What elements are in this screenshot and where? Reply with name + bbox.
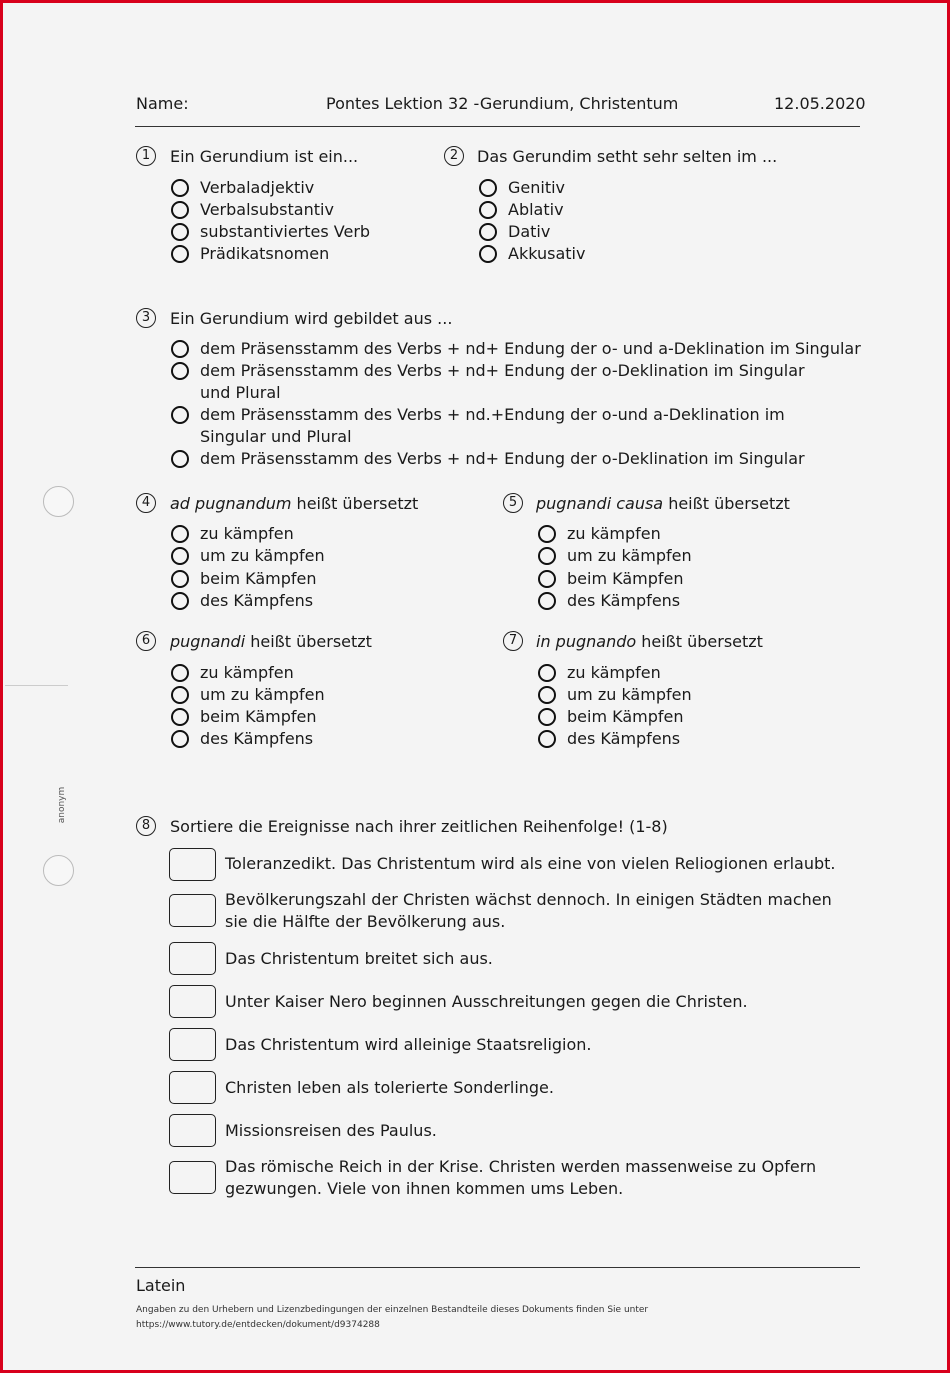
punch-hole-bottom xyxy=(43,855,74,886)
question-number-7: 7 xyxy=(503,631,523,651)
radio-circle[interactable] xyxy=(538,525,556,543)
radio-circle[interactable] xyxy=(171,664,189,682)
radio-circle[interactable] xyxy=(171,362,189,380)
radio-circle[interactable] xyxy=(171,570,189,588)
footer-note-line-1: Angaben zu den Urhebern und Lizenzbedingungen der einzelnen Bestandteile dieses Dokuments finden Sie unter xyxy=(136,1305,649,1315)
radio-circle[interactable] xyxy=(171,223,189,241)
radio-circle[interactable] xyxy=(171,547,189,565)
radio-circle[interactable] xyxy=(171,525,189,543)
fold-mark xyxy=(5,685,68,686)
footer-divider xyxy=(135,1267,860,1268)
order-input-box-6[interactable] xyxy=(169,1071,216,1104)
radio-circle[interactable] xyxy=(171,708,189,726)
event-item-3: Das Christentum breitet sich aus. xyxy=(225,949,493,968)
radio-circle[interactable] xyxy=(538,686,556,704)
event-item-1: Toleranzedikt. Das Christentum wird als eine von vielen Reliogionen erlaubt. xyxy=(225,854,836,873)
footer-license-note xyxy=(136,1303,736,1333)
radio-circle[interactable] xyxy=(538,664,556,682)
radio-circle[interactable] xyxy=(171,406,189,424)
question-number-4: 4 xyxy=(136,493,156,513)
radio-circle[interactable] xyxy=(538,547,556,565)
event-item-6: Christen leben als tolerierte Sonderlinge. xyxy=(225,1078,554,1097)
question-8-text: Sortiere die Ereignisse nach ihrer zeitlichen Reihenfolge! (1-8) xyxy=(170,817,668,836)
event-item-2: Bevölkerungszahl der Christen wächst dennoch. In einigen Städten machen sie die Hälfte der Bevölkerung aus. xyxy=(225,890,832,931)
radio-circle[interactable] xyxy=(171,245,189,263)
question-number-2: 2 xyxy=(444,146,464,166)
event-item-8: Das römische Reich in der Krise. Christen werden massenweise zu Opfern gezwungen. Viele von ihnen kommen ums Leben. xyxy=(225,1157,817,1198)
question-2-text: Das Gerundim setht sehr selten im ... xyxy=(477,147,778,166)
order-input-box-4[interactable] xyxy=(169,985,216,1018)
radio-circle[interactable] xyxy=(538,592,556,610)
footer-note-url[interactable]: https://www.tutory.de/entdecken/dokument/d9374288 xyxy=(136,1320,380,1330)
event-item-5: Das Christentum wird alleinige Staatsreligion. xyxy=(225,1035,592,1054)
order-input-box-5[interactable] xyxy=(169,1028,216,1061)
question-number-1: 1 xyxy=(136,146,156,166)
question-number-8: 8 xyxy=(136,816,156,836)
header-divider xyxy=(135,126,860,127)
anon-label: anonym xyxy=(57,786,67,824)
event-item-7: Missionsreisen des Paulus. xyxy=(225,1121,437,1140)
question-5-text: pugnandi causa heißt übersetzt xyxy=(536,494,790,513)
header-date: 12.05.2020 xyxy=(774,94,866,113)
page-title: Pontes Lektion 32 -Gerundium, Christentum xyxy=(326,94,679,113)
question-number-6: 6 xyxy=(136,631,156,651)
question-3-text: Ein Gerundium wird gebildet aus ... xyxy=(170,309,453,328)
order-input-box-1[interactable] xyxy=(169,848,216,881)
order-input-box-7[interactable] xyxy=(169,1114,216,1147)
radio-circle[interactable] xyxy=(171,179,189,197)
question-number-5: 5 xyxy=(503,493,523,513)
punch-hole-top xyxy=(43,486,74,517)
radio-circle[interactable] xyxy=(538,570,556,588)
question-number-3: 3 xyxy=(136,308,156,328)
radio-circle[interactable] xyxy=(171,686,189,704)
order-input-box-2[interactable] xyxy=(169,894,216,927)
radio-circle[interactable] xyxy=(171,201,189,219)
question-1-text: Ein Gerundium ist ein... xyxy=(170,147,359,166)
order-input-box-8[interactable] xyxy=(169,1161,216,1194)
radio-circle[interactable] xyxy=(538,730,556,748)
radio-circle[interactable] xyxy=(171,450,189,468)
radio-circle[interactable] xyxy=(479,245,497,263)
radio-circle[interactable] xyxy=(479,223,497,241)
question-6-text: pugnandi heißt übersetzt xyxy=(170,632,372,651)
footer-subject: Latein xyxy=(136,1276,186,1295)
name-label: Name: xyxy=(136,94,189,113)
radio-circle[interactable] xyxy=(538,708,556,726)
radio-circle[interactable] xyxy=(479,201,497,219)
question-7-text: in pugnando heißt übersetzt xyxy=(536,632,763,651)
radio-circle[interactable] xyxy=(479,179,497,197)
radio-circle[interactable] xyxy=(171,730,189,748)
order-input-box-3[interactable] xyxy=(169,942,216,975)
radio-circle[interactable] xyxy=(171,592,189,610)
event-item-4: Unter Kaiser Nero beginnen Ausschreitungen gegen die Christen. xyxy=(225,992,748,1011)
question-4-text: ad pugnandum heißt übersetzt xyxy=(170,494,419,513)
radio-circle[interactable] xyxy=(171,340,189,358)
